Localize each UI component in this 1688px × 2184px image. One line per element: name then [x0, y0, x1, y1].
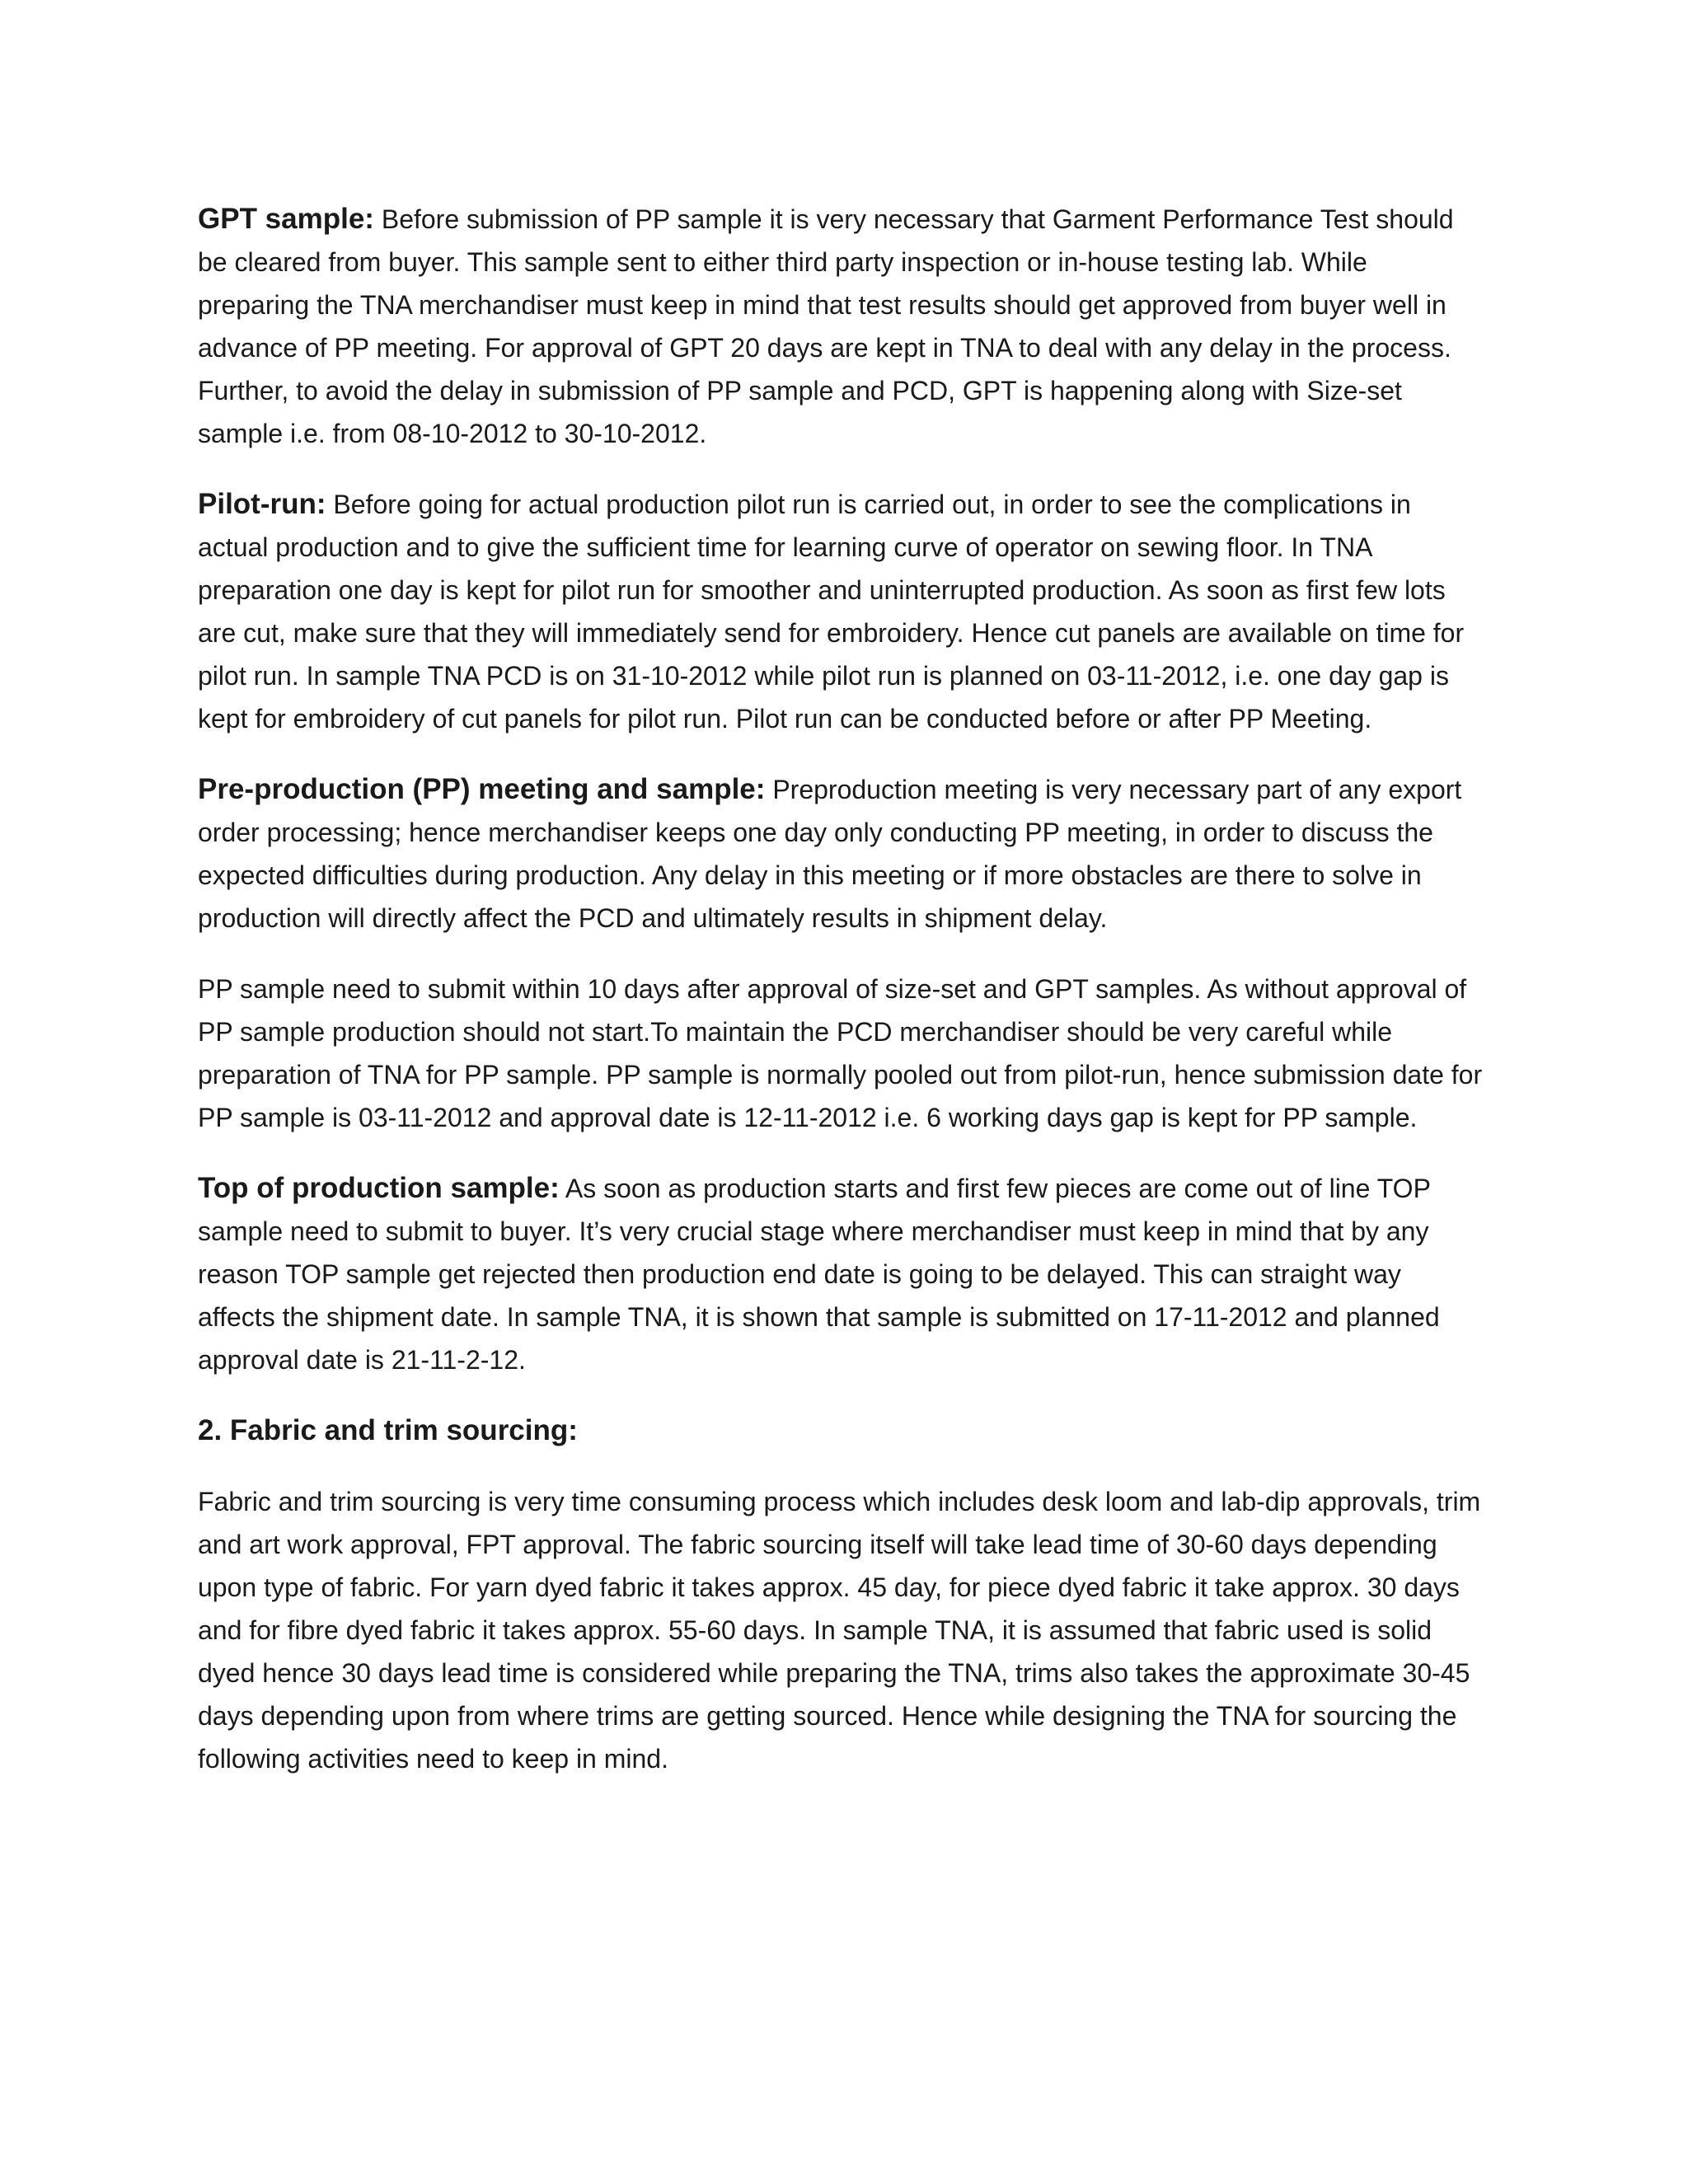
paragraph-text-gpt-sample: Before submission of PP sample it is very necessary that Garment Performance Test should be cleared from buyer. This sample sent to either third party inspection or in-house testing lab. While preparing the TNA merchandiser must keep in mind that test results should get approved from buyer well in advance of PP meeting. For approval of GPT 20 days are kept in TNA to deal with any delay in the process. Further, to avoid the delay in submission of PP sample and PCD, GPT is happening along with Size-set sample i.e. from 08-10-2012 to 30-10-2012.: [198, 204, 1454, 448]
paragraph-lead-pilot-run: Pilot-run:: [198, 488, 326, 520]
paragraph-text-pilot-run: Before going for actual production pilot run is carried out, in order to see the complications in actual production and to give the sufficient time for learning curve of operator on sewing floor. In TNA preparation one day is kept for pilot run for smoother and uninterrupted production. As soon as first few lots are cut, make sure that they will immediately send for embroidery. Hence cut panels are available on time for pilot run. In sample TNA PCD is on 31-10-2012 while pilot run is planned on 03-11-2012, i.e. one day gap is kept for embroidery of cut panels for pilot run. Pilot run can be conducted before or after PP Meeting.: [198, 490, 1465, 733]
paragraph-text-pp-sample: PP sample need to submit within 10 days after approval of size-set and GPT samples. As without approval of PP sample production should not start.To maintain the PCD merchandiser should be very careful while preparation of TNA for PP sample. PP sample is normally pooled out from pilot-run, hence submission date for PP sample is 03-11-2012 and approval date is 12-11-2012 i.e. 6 working days gap is kept for PP sample.: [198, 974, 1483, 1132]
paragraph-gpt-sample: [198, 198, 1484, 455]
document-body: [198, 198, 1484, 1808]
paragraph-pp-sample: [198, 968, 1484, 1139]
paragraph-pilot-run: [198, 483, 1484, 740]
paragraph-text-pp-meeting: Preproduction meeting is very necessary part of any export order processing; hence merchandiser keeps one day only conducting PP meeting, in order to discuss the expected difficulties during production. Any delay in this meeting or if more obstacles are there to solve in production will directly affect the PCD and ultimately results in shipment delay.: [198, 775, 1462, 933]
paragraph-top-sample: [198, 1167, 1484, 1381]
paragraph-lead-gpt-sample: GPT sample:: [198, 203, 374, 235]
paragraph-fabric-trim-sourcing: Fabric and trim sourcing is very time consuming process which includes desk loom and lab-dip approvals, trim and art work approval, FPT approval. The fabric sourcing itself will take lead time of 30-60 days depending upon type of fabric. For yarn dyed fabric it takes approx. 45 day, for piece dyed fabric it take approx. 30 days and for fibre dyed fabric it takes approx. 55-60 days. In sample TNA, it is assumed that fabric used is solid dyed hence 30 days lead time is considered while preparing the TNA, trims also takes the approximate 30-45 days depending upon from where trims are getting sourced. Hence while designing the TNA for sourcing the following activities need to keep in mind.: [198, 1487, 1481, 1774]
paragraph-pp-meeting: [198, 768, 1484, 940]
paragraph-text-top-sample: As soon as production starts and first few pieces are come out of line TOP sample need to submit to buyer. It’s very crucial stage where merchandiser must keep in mind that by any reason TOP sample get rejected then production end date is going to be delayed. This can straight way affects the shipment date. In sample TNA, it is shown that sample is submitted on 17-11-2012 and planned approval date is 21-11-2-12.: [198, 1174, 1440, 1375]
paragraph-lead-top-sample: Top of production sample:: [198, 1172, 560, 1204]
paragraph-lead-pp-meeting: Pre-production (PP) meeting and sample:: [198, 773, 766, 805]
section-heading-fabric-trim-sourcing: 2. Fabric and trim sourcing:: [198, 1414, 578, 1446]
